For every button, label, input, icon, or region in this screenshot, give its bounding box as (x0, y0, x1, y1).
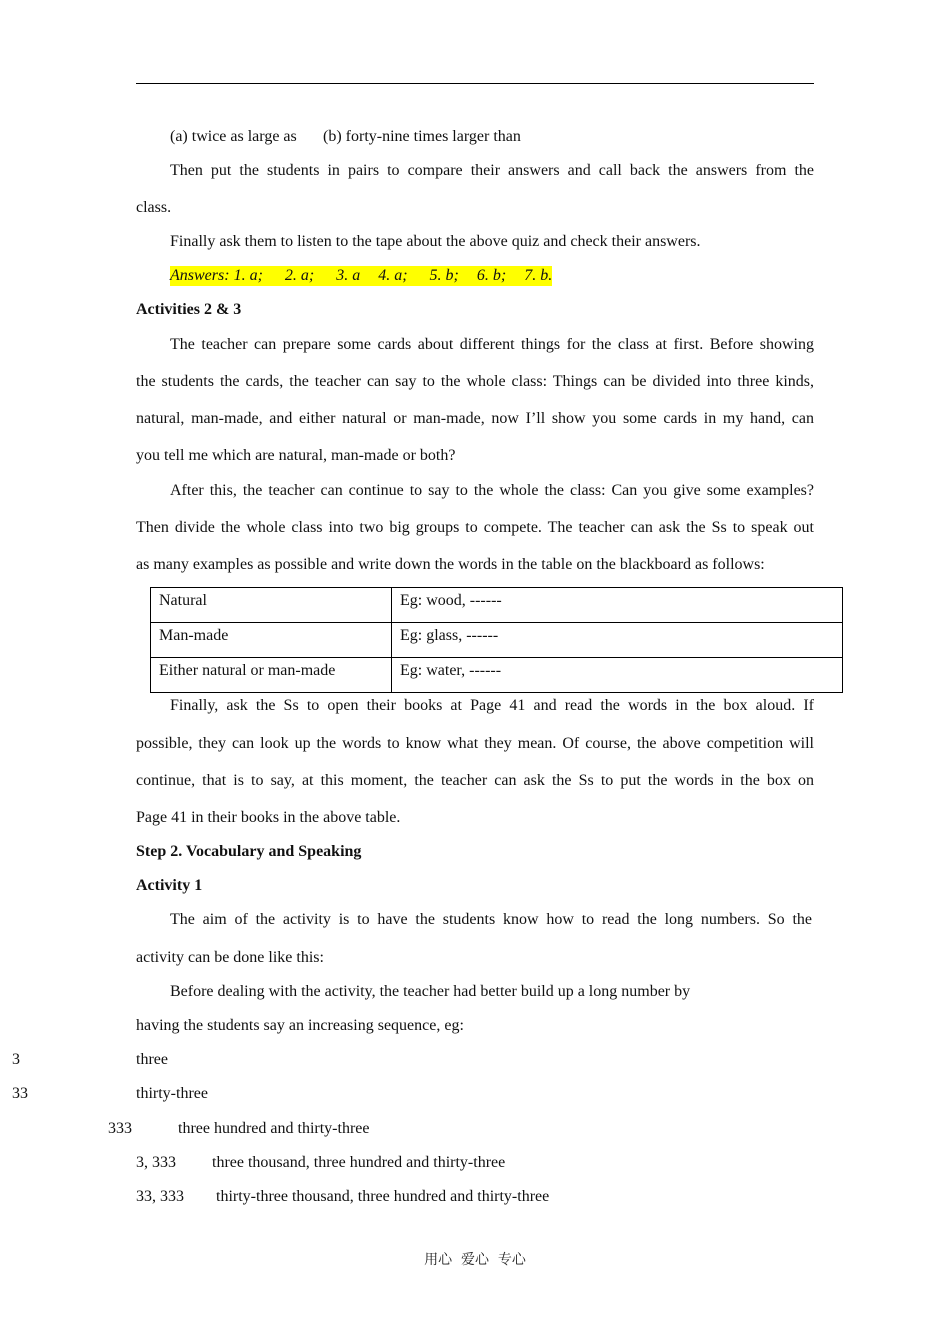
answers-line (170, 266, 552, 286)
table-cell: Man-made (151, 623, 392, 658)
sequence-number: 33 (12, 1085, 28, 1102)
answers-label: Answers: (170, 267, 230, 284)
aim-para-line: The aim of the activity is to have the students know how to read the long numbers. So the (170, 911, 812, 928)
table-cell: Eg: wood, ------ (392, 588, 843, 623)
table-row (151, 588, 843, 623)
answer-item: 4. a; (378, 267, 408, 284)
table-row (151, 623, 843, 658)
sequence-words: three thousand, three hundred and thirty-three (212, 1154, 506, 1171)
answer-item: 6. b; (476, 267, 507, 284)
sequence-number: 333 (108, 1120, 132, 1137)
aim-para-line: activity can be done like this: (136, 949, 324, 966)
pairs-para-line: class. (136, 199, 172, 216)
after-para-line: as many examples as possible and write down the words in the table on the blackboard as follows: (136, 556, 765, 573)
sequence-words: three (136, 1051, 168, 1068)
open-books-para-line: Finally, ask the Ss to open their books at Page 41 and read the words in the box aloud. If (170, 697, 814, 714)
sequence-words: thirty-three (136, 1085, 208, 1102)
cards-para-line: you tell me which are natural, man-made or both? (136, 447, 456, 464)
answer-item: 5. b; (429, 267, 459, 284)
table-cell: Either natural or man-made (151, 658, 392, 693)
open-books-para-line: continue, that is to say, at this moment, the teacher can ask the Ss to put the words in the box on (136, 772, 814, 789)
activity1-heading: Activity 1 (136, 877, 203, 894)
finally-para: Finally ask them to listen to the tape about the above quiz and check their answers. (170, 233, 701, 250)
header-rule (136, 83, 814, 84)
sequence-words: three hundred and thirty-three (178, 1120, 370, 1137)
before-para-line: Before dealing with the activity, the teacher had better build up a long number by (170, 983, 691, 1000)
activities-heading: Activities 2 & 3 (136, 301, 242, 318)
sequence-number: 3, 333 (136, 1154, 176, 1171)
quiz-option-a: (a) twice as large as (170, 128, 297, 145)
quiz-option-b: (b) forty-nine times larger than (323, 128, 521, 145)
after-para-line: Then divide the whole class into two big groups to compete. The teacher can ask the Ss to speak out (136, 519, 814, 536)
category-table (150, 587, 843, 693)
before-para-line: having the students say an increasing sequence, eg: (136, 1017, 464, 1034)
after-para-line: After this, the teacher can continue to say to the whole the class: Can you give some examples? (170, 482, 814, 499)
sequence-words: thirty-three thousand, three hundred and thirty-three (216, 1188, 550, 1205)
table-row (151, 658, 843, 693)
cards-para-line: natural, man-made, and either natural or man-made, now I’ll show you some cards in my hand, can (136, 410, 814, 427)
cards-para-line: The teacher can prepare some cards about different things for the class at first. Before showing (170, 336, 814, 353)
answer-item: 2. a; (284, 267, 315, 284)
open-books-para-line: possible, they can look up the words to know what they mean. Of course, the above competition will (136, 735, 814, 752)
table-cell: Natural (151, 588, 392, 623)
sequence-number: 3 (12, 1051, 20, 1068)
pairs-para-line: Then put the students in pairs to compare their answers and call back the answers from the (170, 162, 814, 179)
open-books-para-line: Page 41 in their books in the above table. (136, 809, 401, 826)
step2-heading: Step 2. Vocabulary and Speaking (136, 843, 362, 860)
cards-para-line: the students the cards, the teacher can say to the whole class: Things can be divided into three kinds, (136, 373, 814, 390)
answer-item: 3. a (336, 267, 361, 284)
page-footer: 用心 爱心 专心 (424, 1252, 526, 1268)
table-cell: Eg: water, ------ (392, 658, 843, 693)
answer-item: 1. a; (233, 267, 263, 284)
sequence-number: 33, 333 (136, 1188, 184, 1205)
answer-item: 7. b. (524, 267, 553, 284)
table-cell: Eg: glass, ------ (392, 623, 843, 658)
